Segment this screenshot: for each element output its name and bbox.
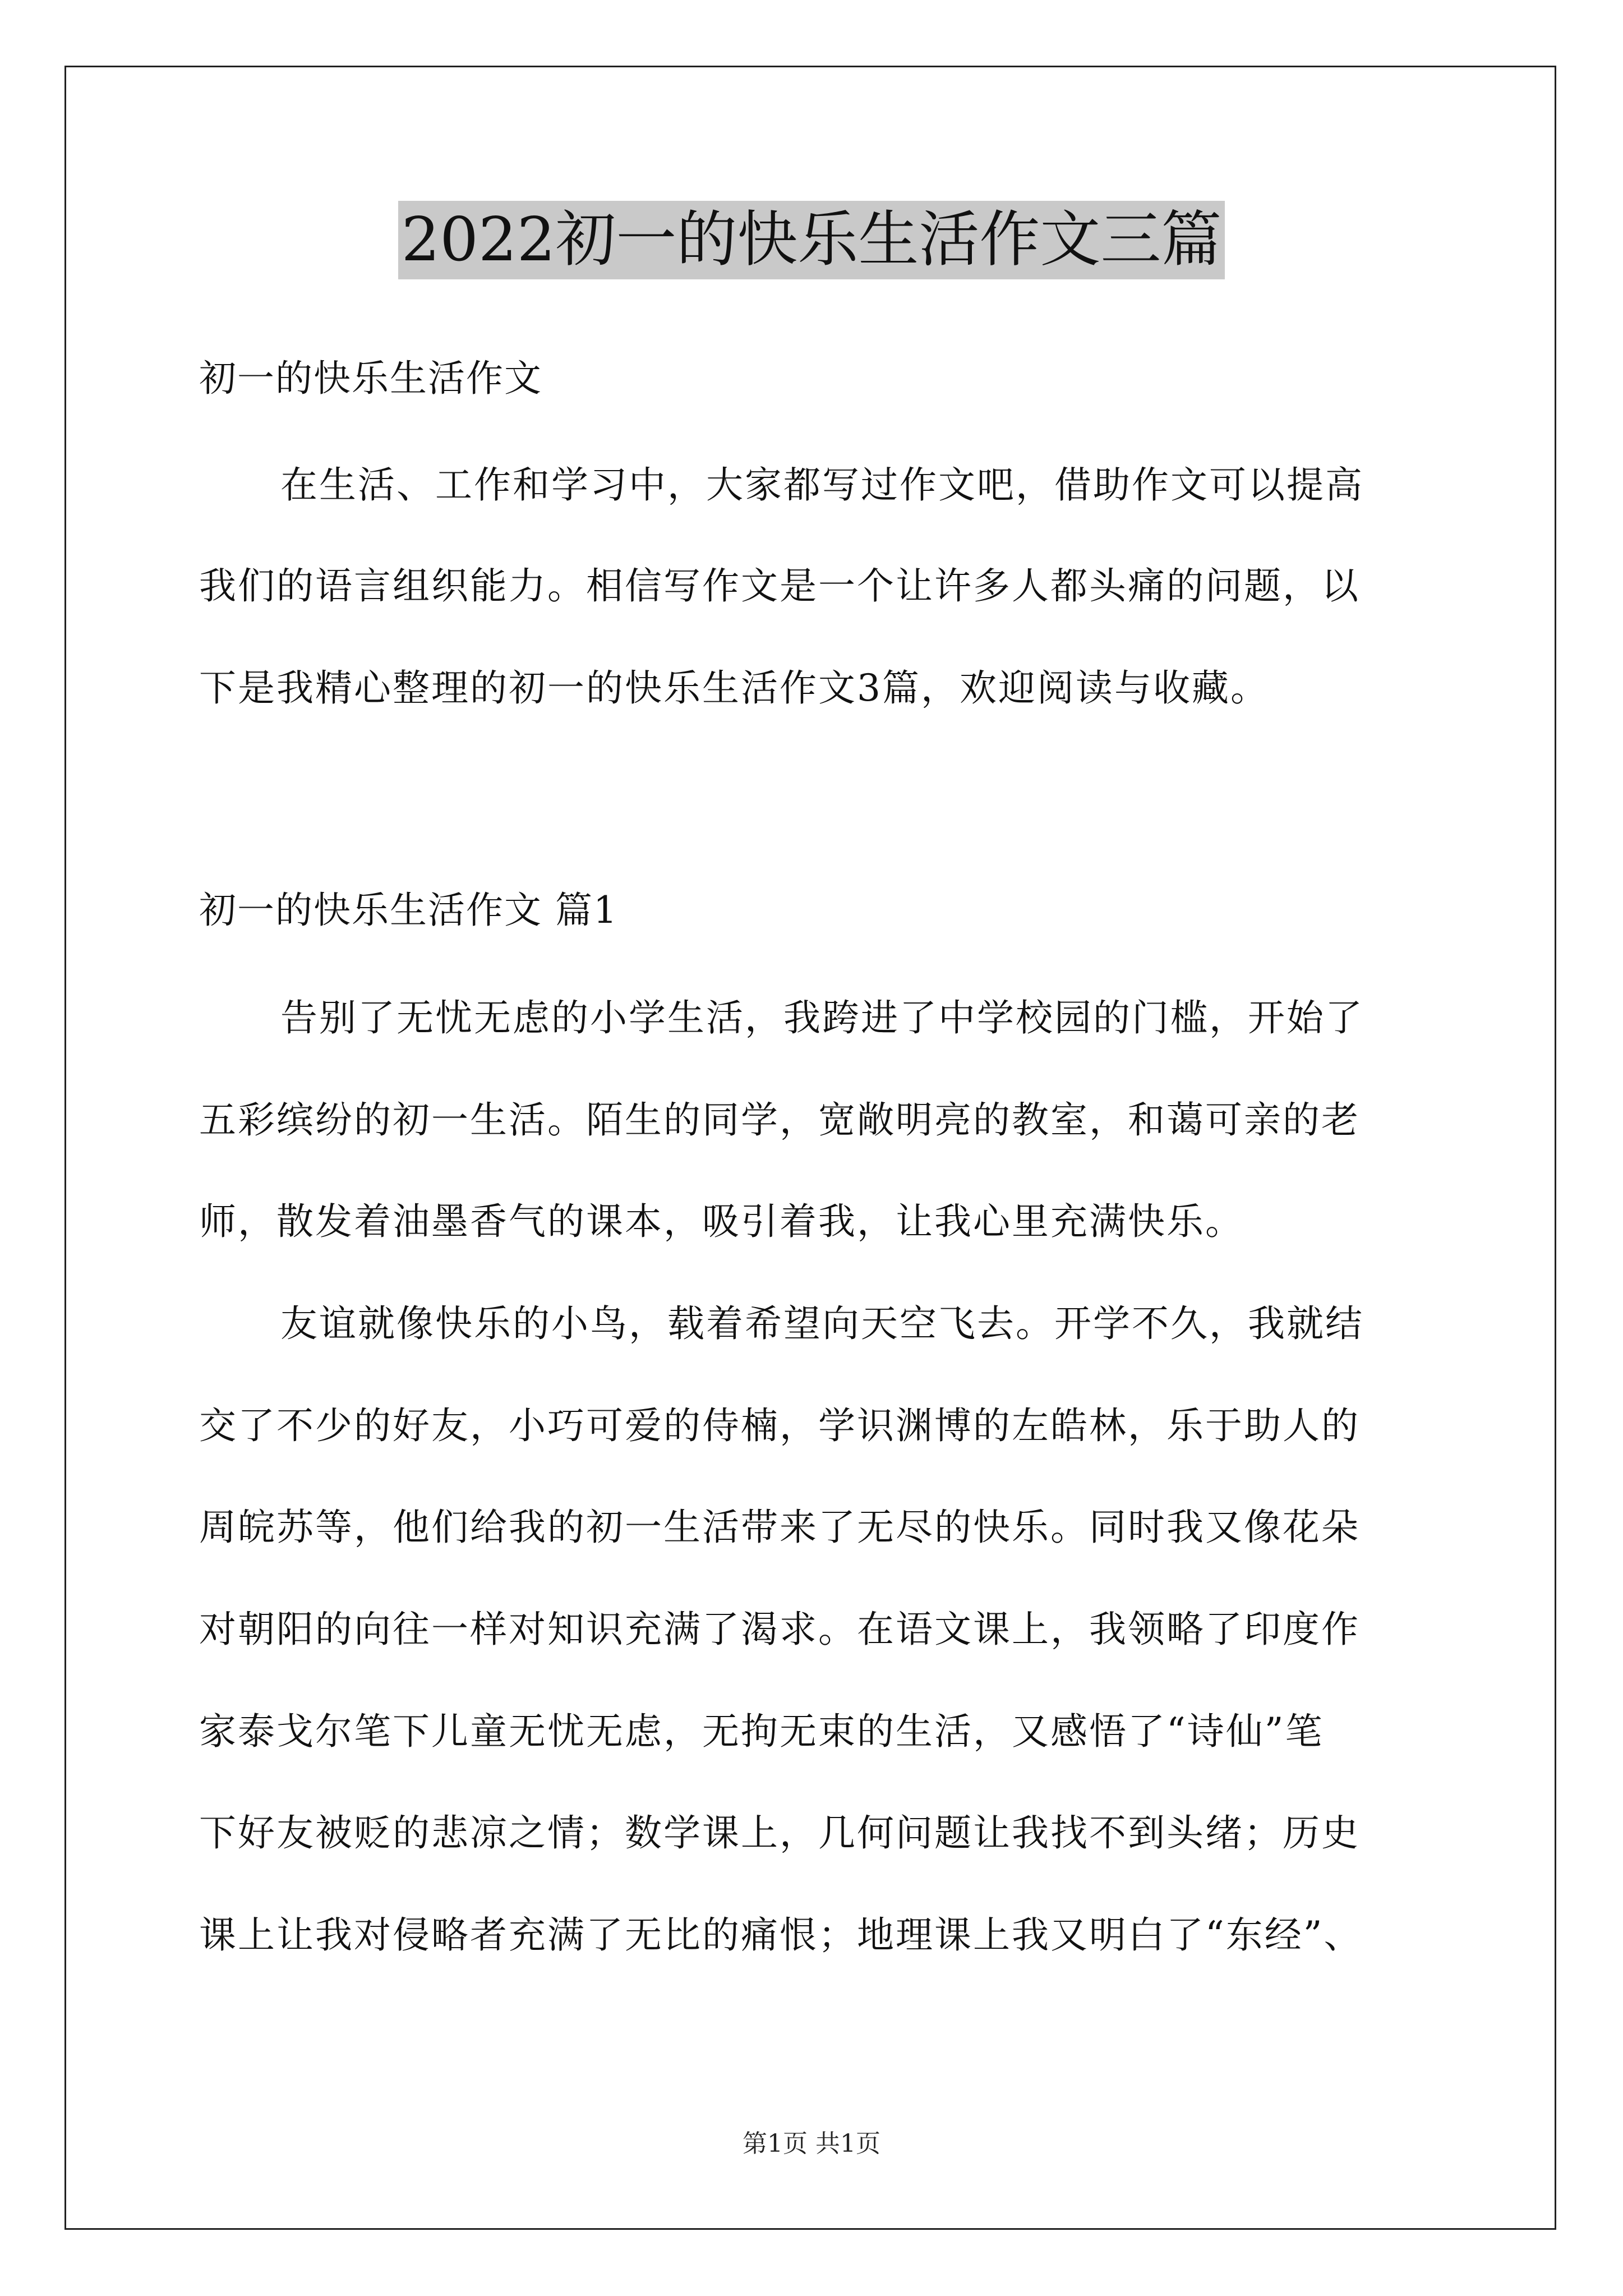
paragraph-line: 课上让我对侵略者充满了无比的痛恨；地理课上我又明白了“东经”、 [199, 1913, 1363, 1957]
paragraph-line: 师，散发着油墨香气的课本，吸引着我，让我心里充满快乐。 [199, 1200, 1244, 1243]
intro-line-2: 我们的语言组织能力。相信写作文是一个让许多人都头痛的问题，以 [199, 564, 1360, 608]
paragraph-line: 告别了无忧无虑的小学生活，我跨进了中学校园的门槛，开始了 [280, 996, 1364, 1039]
paragraph-line: 友谊就像快乐的小鸟，载着希望向天空飞去。开学不久，我就结 [280, 1302, 1364, 1345]
paragraph-line: 五彩缤纷的初一生活。陌生的同学，宽敞明亮的教室，和蔼可亲的老 [199, 1098, 1360, 1142]
document-title-wrap [0, 201, 1623, 279]
paragraph-line: 家泰戈尔笔下儿童无忧无虑，无拘无束的生活，又感悟了“诗仙”笔 [199, 1710, 1324, 1753]
subtitle: 初一的快乐生活作文 [199, 357, 542, 400]
paragraph-line: 周皖苏等，他们给我的初一生活带来了无尽的快乐。同时我又像花朵 [199, 1506, 1360, 1549]
page-footer: 第1页 共1页 [743, 2129, 880, 2158]
paragraph-line: 对朝阳的向往一样对知识充满了渴求。在语文课上，我领略了印度作 [199, 1608, 1360, 1651]
paragraph-line: 下好友被贬的悲凉之情；数学课上，几何问题让我找不到头绪；历史 [199, 1811, 1360, 1855]
section-heading: 初一的快乐生活作文 篇1 [199, 889, 618, 932]
document-title: 2022初一的快乐生活作文三篇 [398, 201, 1225, 279]
paragraph-line: 交了不少的好友，小巧可爱的侍楠，学识渊博的左皓林，乐于助人的 [199, 1404, 1360, 1447]
intro-line-3: 下是我精心整理的初一的快乐生活作文3篇，欢迎阅读与收藏。 [199, 666, 1269, 710]
intro-line-1: 在生活、工作和学习中，大家都写过作文吧，借助作文可以提高 [280, 463, 1364, 507]
